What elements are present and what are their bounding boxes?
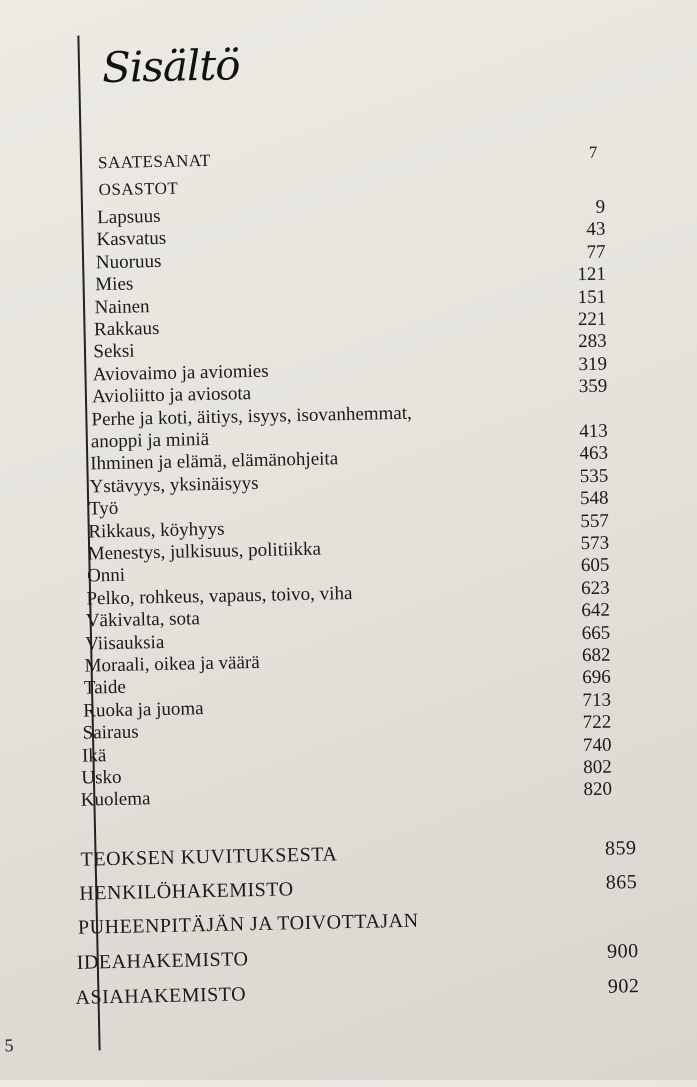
toc-entry-label: Ihminen ja elämä, elämänohjeita: [90, 448, 339, 475]
toc-row-back-0: [80, 837, 636, 872]
toc-entry-page: 548: [579, 487, 609, 510]
toc-entry-label: TEOKSEN KUVITUKSESTA: [80, 843, 338, 871]
toc-entry-label: SAATESANAT: [97, 150, 211, 173]
toc-entry-label: Aviovaimo ja aviomies: [92, 360, 269, 386]
toc-entry-label: Onni: [86, 565, 126, 587]
page-edge-number: 5: [4, 1035, 14, 1056]
toc-entry-page: 642: [581, 599, 611, 622]
toc-entry-page: 665: [581, 622, 611, 644]
toc-entry-page: 221: [577, 308, 607, 331]
toc-entry-label: OSASTOT: [98, 178, 179, 200]
toc-entry-page: 413: [579, 420, 608, 443]
toc-row-back-2: [78, 905, 638, 940]
toc-row-front-1: [98, 170, 598, 200]
toc-entry-label: ASIAHAKEMISTO: [75, 983, 247, 1009]
toc-entry-page: 902: [607, 975, 640, 998]
toc-entry-page: 9: [595, 196, 606, 218]
toc-entry-label: Lapsuus: [96, 205, 161, 229]
toc-entry-page: 722: [582, 711, 612, 734]
toc-entry-label: Ruoka ja juoma: [83, 697, 204, 722]
page-title: Sisältö: [101, 40, 240, 93]
toc-entry-label: Menestys, julkisuus, politiikka: [87, 538, 322, 565]
toc-entry-label: Rakkaus: [93, 317, 160, 341]
toc-entry-label: Sairaus: [82, 721, 139, 744]
toc-entry-page: 623: [580, 577, 610, 599]
toc-entry-label: Mies: [95, 273, 134, 296]
toc-entry-page: 557: [580, 510, 610, 532]
toc-row-back-4: [75, 975, 639, 1010]
toc-entry-page: 319: [578, 353, 608, 375]
toc-entry-page: 535: [579, 465, 609, 487]
toc-entry-label: Nuoruus: [95, 250, 162, 274]
toc-entry-page: 43: [586, 218, 606, 241]
toc-entry-page: 802: [583, 756, 613, 779]
toc-entry-label: Rikkaus, köyhyys: [88, 518, 225, 543]
toc-entry-page: 740: [582, 734, 612, 756]
toc-row-front-0: [98, 143, 598, 173]
toc-entry-label: Työ: [88, 498, 119, 520]
toc-entry-page: 77: [586, 241, 606, 263]
toc-entry-label: Kasvatus: [96, 228, 167, 251]
toc-entry-page: 820: [583, 778, 613, 801]
toc-entry-label: Pelko, rohkeus, vapaus, toivo, viha: [86, 582, 353, 610]
toc-entry-label: Nainen: [94, 295, 150, 318]
toc-entry-label: anoppi ja miniä: [90, 428, 210, 453]
toc-entry-label: Viisauksia: [84, 631, 165, 655]
toc-entry-label: Ystävyys, yksinäisyys: [89, 472, 259, 498]
toc-entry-label: HENKILÖHAKEMISTO: [79, 878, 294, 905]
toc-entry-page: 859: [604, 837, 637, 860]
toc-entry-page: 696: [582, 666, 611, 689]
toc-entry-label: Taide: [83, 677, 127, 699]
toc-entry-label: Väkivalta, sota: [85, 608, 200, 632]
toc-entry-page: [568, 414, 608, 415]
toc-entry-label: Kuolema: [80, 788, 151, 812]
toc-entry-page: 359: [578, 375, 608, 398]
toc-entry-label: IDEAHAKEMISTO: [76, 948, 249, 974]
toc-entry-page: 463: [579, 442, 609, 465]
toc-entry-page: 283: [577, 330, 607, 353]
toc-entry-page: 121: [577, 263, 607, 286]
toc-entry-label: Usko: [81, 766, 122, 789]
toc-entry-page: 7: [588, 142, 599, 162]
toc-entry-page: 865: [605, 871, 638, 894]
toc-row-back-1: [79, 871, 637, 906]
toc-entry-page: [559, 185, 599, 186]
toc-entry-page: 713: [582, 689, 612, 711]
toc-entry-page: 151: [577, 286, 607, 308]
toc-entry-page: 682: [581, 644, 611, 667]
toc-entry-label: Moraali, oikea ja väärä: [84, 651, 260, 677]
toc-entry-label: PUHEENPITÄJÄN JA TOIVOTTAJAN: [77, 909, 419, 939]
toc-entry-label: Ikä: [81, 744, 107, 767]
toc-entry-label: Seksi: [93, 340, 135, 363]
toc-entry-page: [598, 922, 638, 923]
toc-entry-label: Avioliitto ja aviosota: [91, 383, 252, 408]
toc-entry-label: Perhe ja koti, äitiys, isyys, isovanhemmat,: [91, 402, 412, 430]
toc-row-back-3: [77, 940, 639, 975]
toc-entry-page: 900: [606, 940, 639, 963]
toc-entry-page: 605: [580, 554, 610, 577]
toc-entry-page: 573: [580, 532, 610, 555]
